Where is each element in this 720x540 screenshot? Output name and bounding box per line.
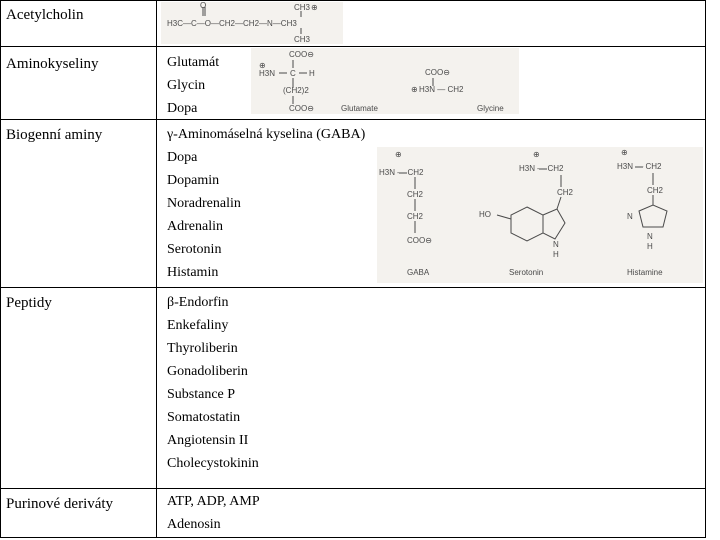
category-label: Biogenní aminy [6, 127, 103, 143]
biogenic-amine-structures-image [377, 147, 703, 283]
table-row-biogenic-amines [1, 119, 705, 288]
amino-acid-structures-image [251, 48, 519, 114]
svg-text:H3N — CH2: H3N — CH2 [519, 164, 564, 173]
svg-text:H3N — CH2: H3N — CH2 [617, 162, 662, 171]
svg-text:CH2: CH2 [557, 188, 574, 197]
category-label: Peptidy [6, 295, 52, 311]
svg-text:H: H [647, 242, 653, 251]
acetylcholine-formula: H3C—C—O—CH2—CH2—N—CH3 [167, 19, 297, 28]
svg-text:(CH2)2: (CH2)2 [283, 86, 309, 95]
table-row-purine-derivatives [1, 488, 705, 537]
list-item: Enkefaliny [167, 318, 229, 333]
category-label: Aminokyseliny [6, 56, 99, 72]
svg-text:CH3: CH3 [294, 35, 311, 44]
svg-text:C: C [290, 69, 296, 78]
svg-text:CH2: CH2 [647, 186, 664, 195]
acetylcholine-structure-image [161, 2, 343, 44]
svg-text:N: N [647, 232, 653, 241]
list-item: Glutamát [167, 55, 220, 70]
svg-text:COO⊖: COO⊖ [407, 236, 432, 245]
svg-text:CH2: CH2 [407, 190, 424, 199]
category-label: Purinové deriváty [6, 496, 114, 512]
svg-text:N: N [553, 240, 559, 249]
item-list [167, 123, 365, 284]
list-item: ATP, ADP, AMP [167, 494, 260, 509]
table-row-peptides [1, 287, 705, 489]
svg-text:⊕: ⊕ [533, 150, 540, 159]
gaba-caption: GABA [407, 268, 430, 277]
list-item: Dopa [167, 101, 198, 116]
svg-text:⊕: ⊕ [395, 150, 402, 159]
list-item: Substance P [167, 387, 236, 402]
list-item: Gonadoliberin [167, 364, 248, 379]
list-item: Thyroliberin [167, 341, 238, 356]
histamine-caption: Histamine [627, 268, 663, 277]
svg-text:H: H [309, 69, 315, 78]
list-item: Dopamin [167, 173, 220, 188]
list-item: Angiotensin II [167, 433, 249, 448]
svg-text:⊕: ⊕ [311, 3, 318, 12]
svg-text:H3N: H3N [259, 69, 276, 78]
list-item: Dopa [167, 150, 198, 165]
svg-text:COO⊖: COO⊖ [425, 68, 450, 77]
glutamate-caption: Glutamate [341, 104, 378, 113]
svg-text:⊕: ⊕ [621, 148, 628, 157]
svg-text:CH2: CH2 [407, 212, 424, 221]
svg-text:O: O [200, 2, 207, 10]
svg-text:HO: HO [479, 210, 491, 219]
list-item: Histamin [167, 265, 219, 280]
list-item: Glycin [167, 78, 206, 93]
list-item: Cholecystokinin [167, 456, 259, 471]
svg-text:CH3: CH3 [294, 3, 311, 12]
svg-text:H: H [553, 250, 559, 259]
svg-text:COO⊖: COO⊖ [289, 104, 314, 113]
category-label: Acetylcholin [6, 7, 84, 23]
svg-text:⊕: ⊕ [259, 61, 266, 70]
list-item: Adrenalin [167, 219, 223, 234]
list-item: Serotonin [167, 242, 222, 257]
list-item: Noradrenalin [167, 196, 241, 211]
table-row-amino-acids [1, 46, 705, 120]
list-item: Adenosin [167, 517, 221, 532]
list-item: γ-Aminomáselná kyselina (GABA) [167, 127, 366, 142]
glycine-caption: Glycine [477, 104, 504, 113]
svg-text:N: N [627, 212, 633, 221]
svg-text:H3N — CH2: H3N — CH2 [379, 168, 424, 177]
list-item: β-Endorfin [167, 295, 229, 310]
serotonin-caption: Serotonin [509, 268, 544, 277]
item-list [167, 51, 219, 120]
table-row-acetylcholine [1, 1, 705, 47]
item-list [167, 490, 260, 536]
svg-text:⊕: ⊕ [411, 85, 418, 94]
svg-text:H3N — CH2: H3N — CH2 [419, 85, 464, 94]
item-list [167, 291, 259, 475]
svg-text:COO⊖: COO⊖ [289, 50, 314, 59]
list-item: Somatostatin [167, 410, 241, 425]
